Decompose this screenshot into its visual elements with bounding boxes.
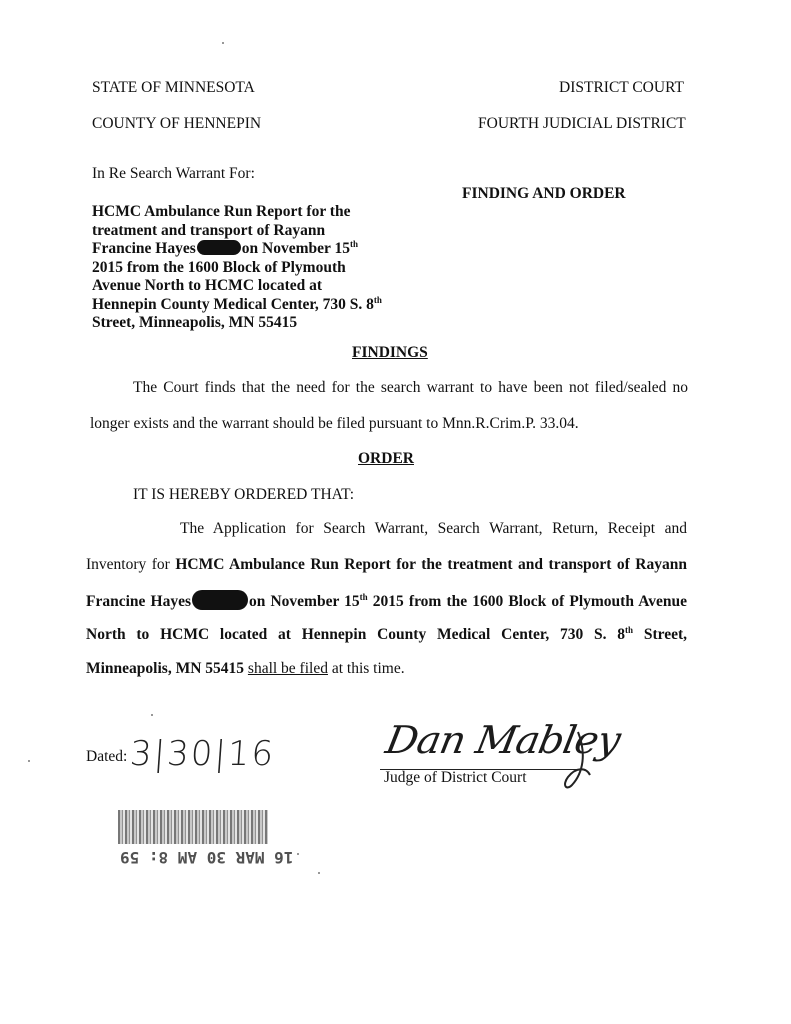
redaction-mark bbox=[192, 590, 248, 610]
order-line-3: Francine Hayes on November 15th 2015 from the 1600 Block of Plymouth Avenue bbox=[86, 591, 687, 610]
caption-court: DISTRICT COURT bbox=[559, 79, 684, 96]
order-line-2: Inventory for HCMC Ambulance Run Report for the treatment and transport of Rayann bbox=[86, 556, 687, 573]
findings-heading: FINDINGS bbox=[352, 344, 428, 361]
findings-line-2: longer exists and the warrant should be filed pursuant to Mnn.R.Crim.P. 33.04. bbox=[90, 415, 579, 432]
matter-intro: In Re Search Warrant For: bbox=[92, 165, 255, 182]
filing-stamp-text: 16 MAR 30 AM 8: 59 bbox=[120, 848, 294, 867]
caption-county: COUNTY OF HENNEPIN bbox=[92, 115, 262, 132]
caption-state: STATE OF MINNESOTA bbox=[92, 79, 255, 96]
matter-line: Avenue North to HCMC located at bbox=[92, 277, 323, 294]
scan-speck bbox=[318, 872, 320, 874]
matter-line: treatment and transport of Rayann bbox=[92, 221, 326, 239]
order-line-4: North to HCMC located at Hennepin County Medical Center, 730 S. 8th Street, bbox=[86, 624, 688, 643]
order-line-1: The Application for Search Warrant, Search Warrant, Return, Receipt and bbox=[180, 520, 687, 537]
order-line-5: Minneapolis, MN 55415 shall be filed at this time. bbox=[86, 660, 405, 677]
scan-speck bbox=[222, 42, 224, 44]
order-heading: ORDER bbox=[358, 450, 414, 467]
judge-signature: Dan Mabley bbox=[382, 718, 624, 762]
matter-line: 2015 from the 1600 Block of Plymouth bbox=[92, 258, 346, 276]
scan-speck bbox=[151, 714, 153, 716]
judge-label: Judge of District Court bbox=[384, 769, 527, 786]
scan-speck bbox=[297, 853, 299, 855]
redaction-mark bbox=[197, 240, 241, 255]
matter-line: Francine Hayes on November 15th bbox=[92, 238, 358, 257]
doc-title: FINDING AND ORDER bbox=[462, 185, 626, 202]
signature-flourish bbox=[556, 727, 596, 797]
findings-line-1: The Court finds that the need for the search warrant to have been not filed/sealed no bbox=[133, 379, 688, 396]
matter-description bbox=[92, 203, 382, 333]
matter-line: Hennepin County Medical Center, 730 S. 8th bbox=[92, 294, 382, 313]
matter-line: Street, Minneapolis, MN 55415 bbox=[92, 314, 298, 331]
order-intro: IT IS HEREBY ORDERED THAT: bbox=[133, 486, 355, 503]
caption-district: FOURTH JUDICIAL DISTRICT bbox=[478, 115, 686, 132]
dated-value: 3|30|16 bbox=[128, 734, 277, 774]
filing-stamp-bar bbox=[118, 810, 268, 844]
matter-line: HCMC Ambulance Run Report for the bbox=[92, 203, 351, 220]
dated-label: Dated: bbox=[86, 748, 128, 765]
scan-speck bbox=[28, 760, 30, 762]
